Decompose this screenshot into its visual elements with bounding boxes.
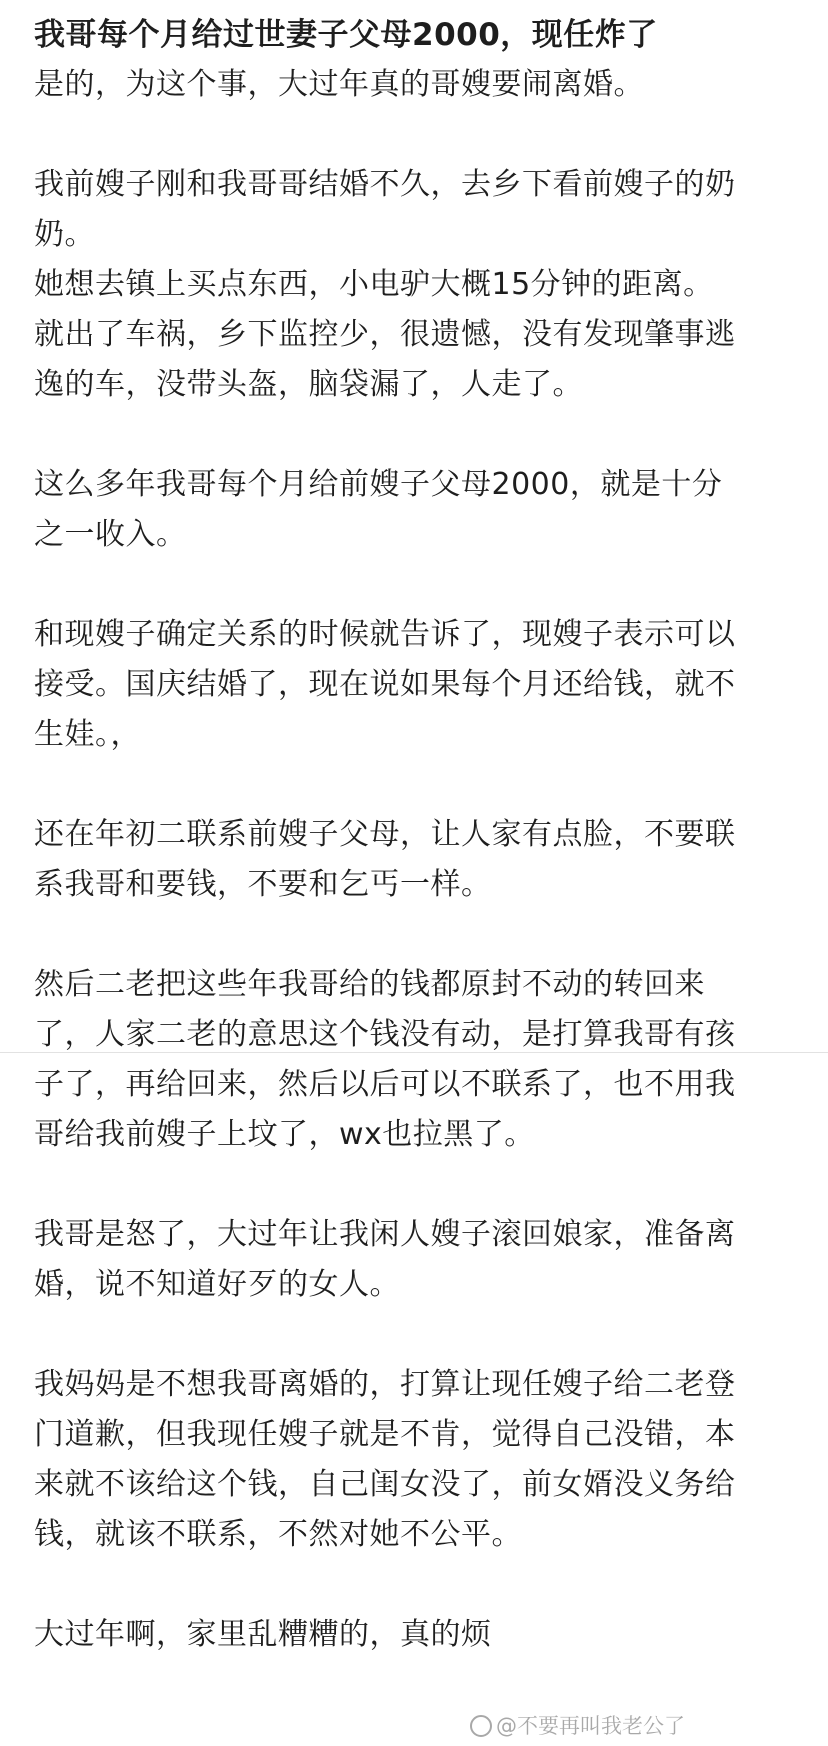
paragraph-gap — [34, 1310, 802, 1360]
post-body — [34, 60, 802, 1660]
body-line: 生娃。， — [34, 717, 141, 752]
paragraph-gap — [34, 760, 802, 810]
body-line: 了，人家二老的意思这个钱没有动，是打算我哥有孩 — [34, 1017, 736, 1052]
weibo-watermark — [470, 1712, 685, 1740]
body-line: 和现嫂子确定关系的时候就告诉了，现嫂子表示可以 — [34, 617, 736, 652]
body-line: 她想去镇上买点东西，小电驴大概15分钟的距离。 — [34, 267, 714, 302]
paragraph-gap — [34, 410, 802, 460]
body-line: 门道歉，但我现任嫂子就是不肯，觉得自己没错，本 — [34, 1417, 736, 1452]
paragraph-gap — [34, 1560, 802, 1610]
post-title: 我哥每个月给过世妻子父母2000，现任炸了 — [34, 17, 658, 53]
paragraph-gap — [34, 1160, 802, 1210]
body-line: 来就不该给这个钱，自己闺女没了，前女婿没义务给 — [34, 1467, 736, 1502]
body-line: 子了，再给回来，然后以后可以不联系了，也不用我 — [34, 1067, 736, 1102]
body-line: 接受。国庆结婚了，现在说如果每个月还给钱，就不 — [34, 667, 736, 702]
body-line: 大过年啊，家里乱糟糟的，真的烦 — [34, 1617, 492, 1652]
watermark-text: @不要再叫我老公了 — [496, 1714, 685, 1738]
body-line: 还在年初二联系前嫂子父母，让人家有点脸，不要联 — [34, 817, 736, 852]
paragraph-gap — [34, 910, 802, 960]
body-line: 婚，说不知道好歹的女人。 — [34, 1267, 400, 1302]
body-line: 系我哥和要钱，不要和乞丐一样。 — [34, 867, 492, 902]
body-line: 然后二老把这些年我哥给的钱都原封不动的转回来 — [34, 967, 705, 1002]
paragraph-gap — [34, 560, 802, 610]
body-line: 奶。 — [34, 217, 95, 252]
body-line: 这么多年我哥每个月给前嫂子父母2000，就是十分 — [34, 467, 723, 502]
body-line: 钱，就该不联系，不然对她不公平。 — [34, 1517, 522, 1552]
weibo-logo-icon — [470, 1715, 492, 1737]
screenshot-seam-divider — [0, 1052, 828, 1053]
body-line: 我哥是怒了，大过年让我闲人嫂子滚回娘家，准备离 — [34, 1217, 736, 1252]
body-line: 就出了车祸，乡下监控少，很遗憾，没有发现肇事逃 — [34, 317, 736, 352]
body-line: 是的，为这个事，大过年真的哥嫂要闹离婚。 — [34, 67, 644, 102]
body-line: 我妈妈是不想我哥离婚的，打算让现任嫂子给二老登 — [34, 1367, 736, 1402]
body-line: 我前嫂子刚和我哥哥结婚不久，去乡下看前嫂子的奶 — [34, 167, 736, 202]
body-line: 之一收入。 — [34, 517, 187, 552]
body-line: 哥给我前嫂子上坟了，wx也拉黑了。 — [34, 1117, 535, 1152]
body-line: 逸的车，没带头盔，脑袋漏了，人走了。 — [34, 367, 583, 402]
paragraph-gap — [34, 110, 802, 160]
